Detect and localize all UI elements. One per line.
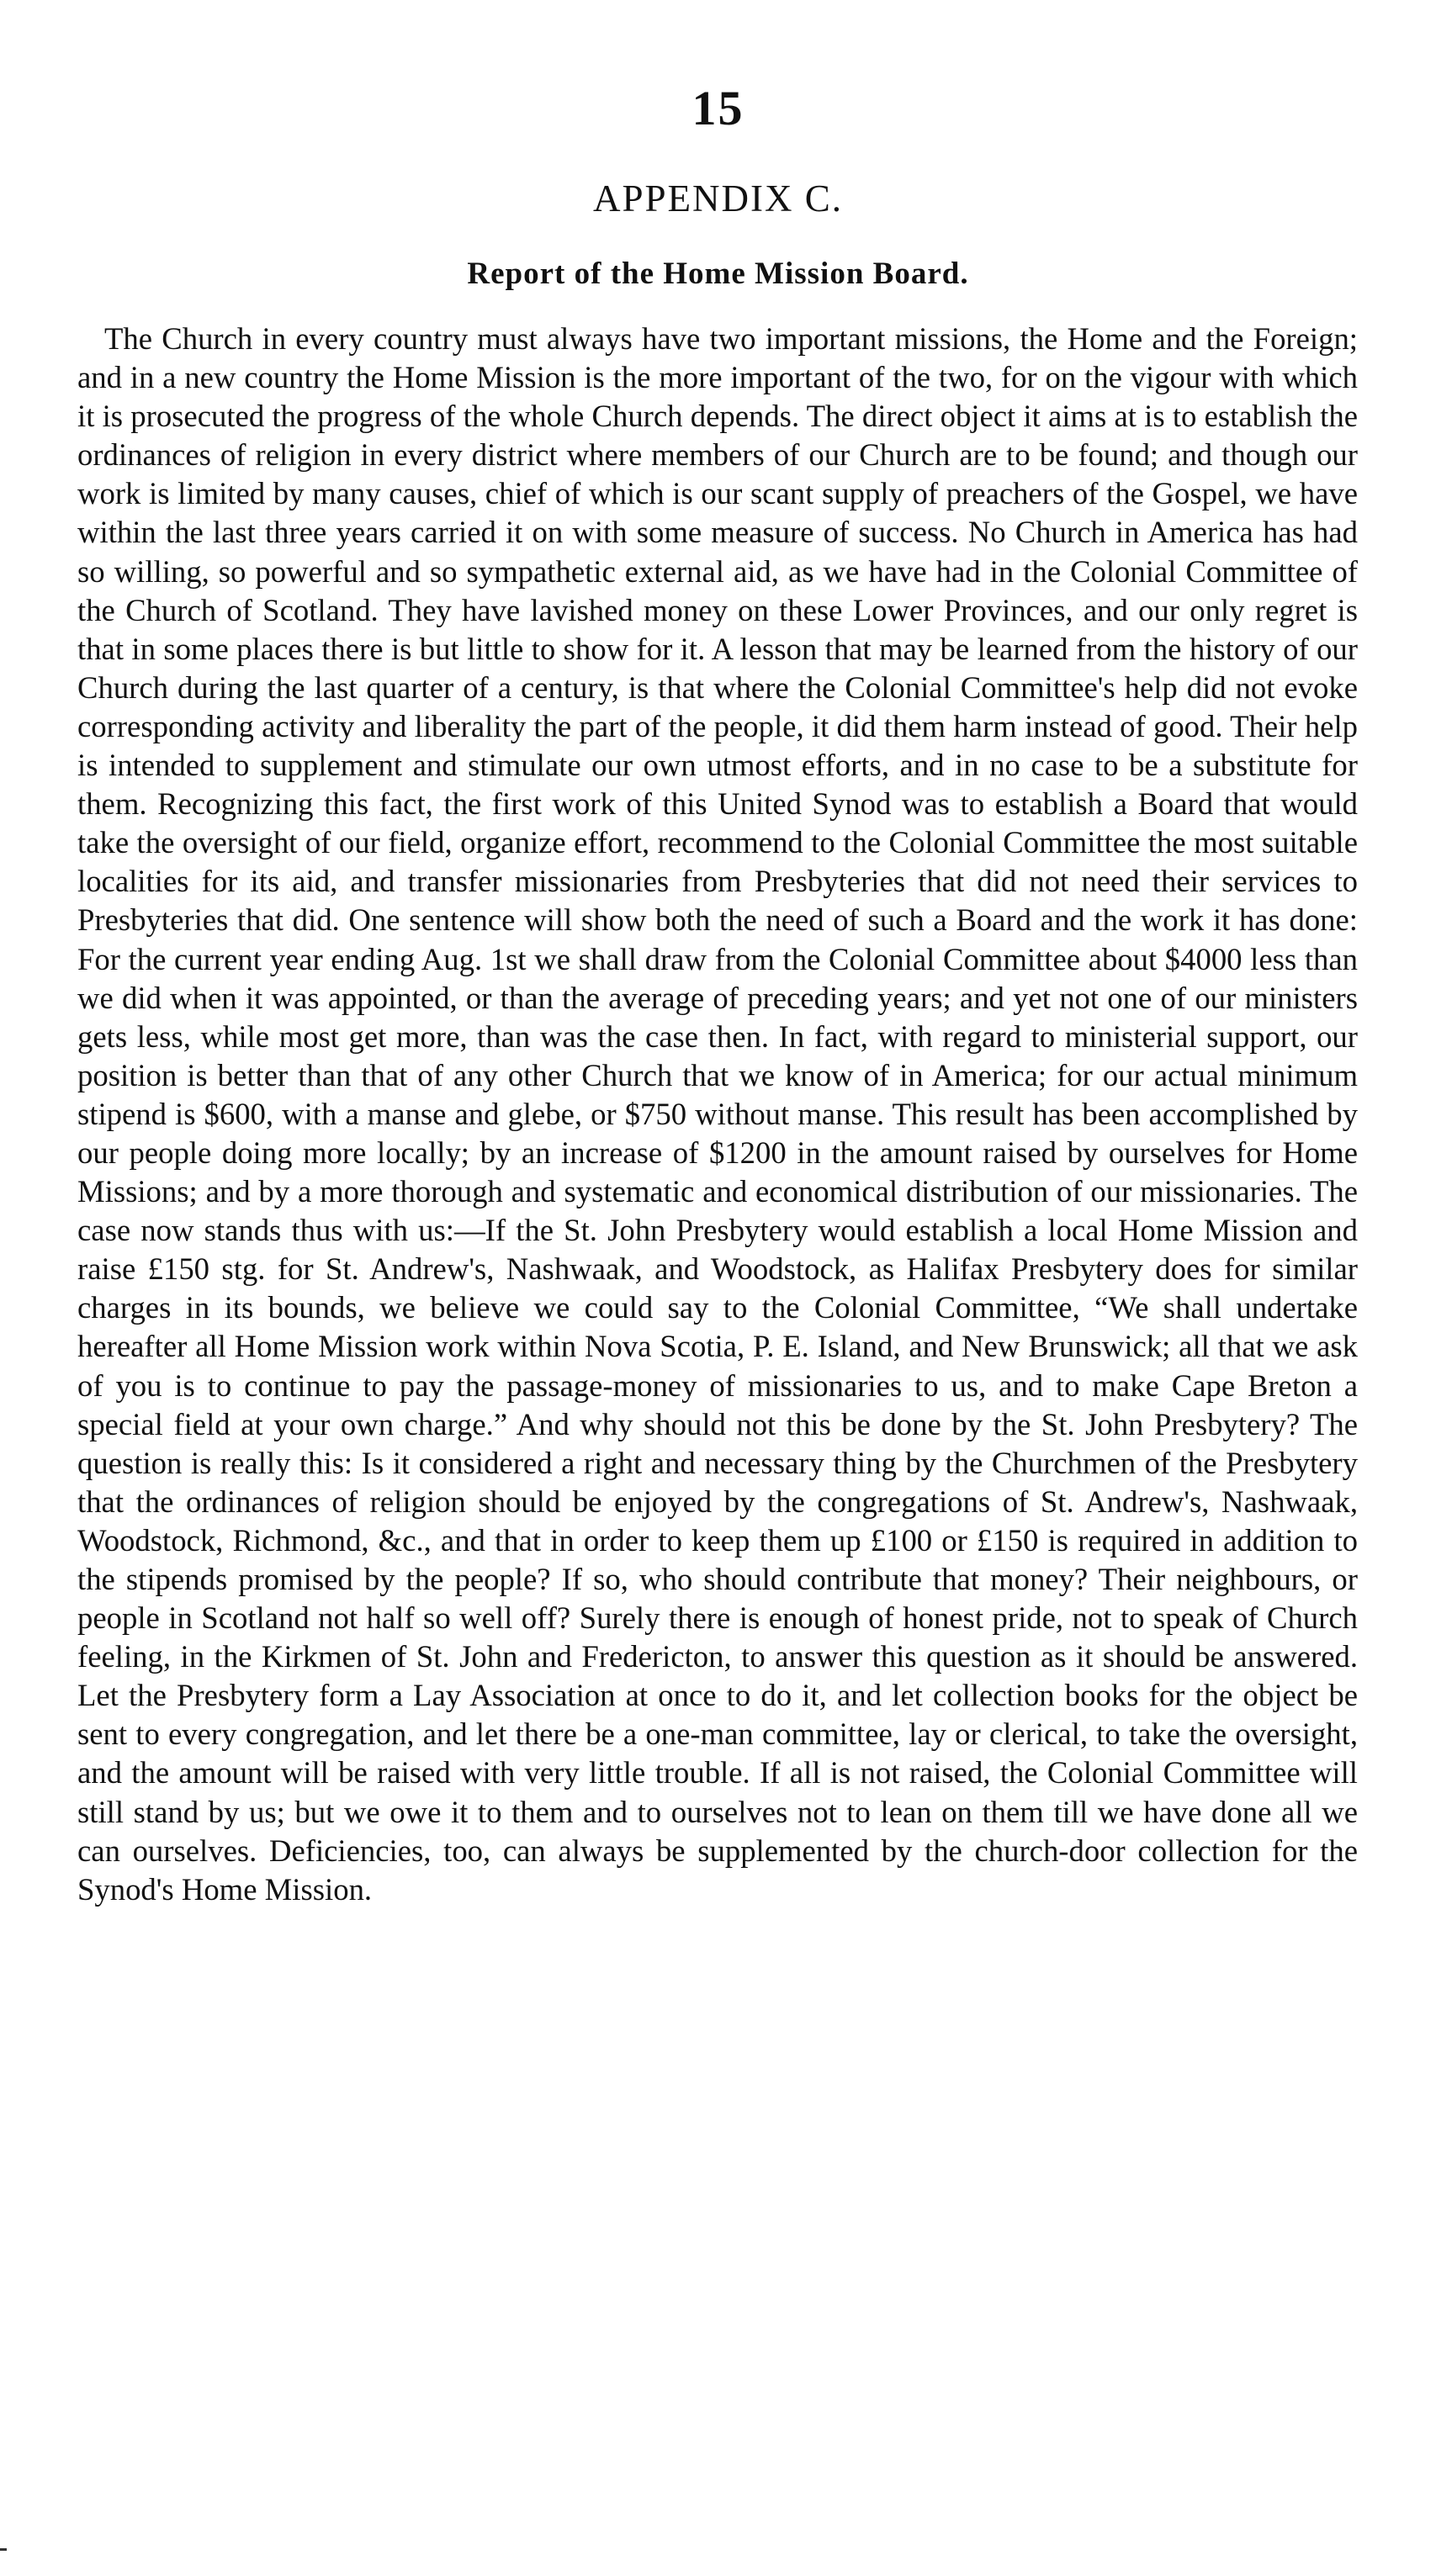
scan-edge-mark: [0, 2548, 7, 2551]
body-paragraph: The Church in every country must always have two important missions, the Home and the Foreign; and in a new country the Home Mission is the more important of the two, for on the vigour with which it is prosecuted the progress of the whole Church depends. The direct object it aims at is to establish the ordinances of religion in every district where members of our Church are to be found; and though our work is limited by many causes, chief of which is our scant supply of preachers of the Gospel, we have within the last three years carried it on with some measure of success. No Church in America has had so willing, so powerful and so sympathetic external aid, as we have had in the Colonial Committee of the Church of Scotland. They have lavished money on these Lower Provinces, and our only regret is that in some places there is but little to show for it. A lesson that may be learned from the history of our Church during the last quarter of a century, is that where the Colonial Committee's help did not evoke corresponding activity and liberality the part of the people, it did them harm instead of good. Their help is intended to supplement and stimulate our own utmost efforts, and in no case to be a substitute for them. Recognizing this fact, the first work of this United Synod was to establish a Board that would take the oversight of our field, organize effort, recommend to the Colonial Committee the most suitable localities for its aid, and transfer missionaries from Presbyteries that did not need their services to Presbyteries that did. One sentence will show both the need of such a Board and the work it has done: For the current year ending Aug. 1st we shall draw from the Colonial Committee about $4000 less than we did when it was appointed, or than the average of preceding years; and yet not one of our ministers gets less, while most get more, than was the case then. In fact, with regard to ministerial support, our position is better than that of any other Church that we know of in America; for our actual minimum stipend is $600, with a manse and glebe, or $750 without manse. This result has been accomplished by our people doing more locally; by an increase of $1200 in the amount raised by ourselves for Home Missions; and by a more thorough and systematic and economical distribution of our missionaries. The case now stands thus with us:—If the St. John Presbytery would establish a local Home Mission and raise £150 stg. for St. Andrew's, Nashwaak, and Woodstock, as Halifax Presbytery does for similar charges in its bounds, we believe we could say to the Colonial Committee, “We shall undertake hereafter all Home Mission work within Nova Scotia, P. E. Island, and New Brunswick; all that we ask of you is to continue to pay the passage-money of missionaries to us, and to make Cape Breton a special field at your own charge.” And why should not this be done by the St. John Presbytery? The question is really this: Is it considered a right and necessary thing by the Churchmen of the Presbytery that the ordinances of religion should be enjoyed by the congregations of St. Andrew's, Nashwaak, Woodstock, Richmond, &c., and that in order to keep them up £100 or £150 is required in addition to the stipends promised by the people? If so, who should contribute that money? Their neighbours, or people in Scotland not half so well off? Surely there is enough of honest pride, not to speak of Church feeling, in the Kirkmen of St. John and Fredericton, to answer this question as it should be answered. Let the Presbytery form a Lay Association at once to do it, and let collection books for the object be sent to every congregation, and let there be a one-man committee, lay or clerical, to take the oversight, and the amount will be raised with very little trouble. If all is not raised, the Colonial Committee will still stand by us; but we owe it to them and to ourselves not to lean on them till we have done all we can ourselves. Deficiencies, too, can always be supplemented by the church-door collection for the Synod's Home Mission.: [77, 321, 1358, 1907]
page-number: 15: [692, 81, 744, 135]
appendix-title: APPENDIX C.: [592, 177, 844, 220]
report-title: Report of the Home Mission Board.: [467, 257, 969, 291]
